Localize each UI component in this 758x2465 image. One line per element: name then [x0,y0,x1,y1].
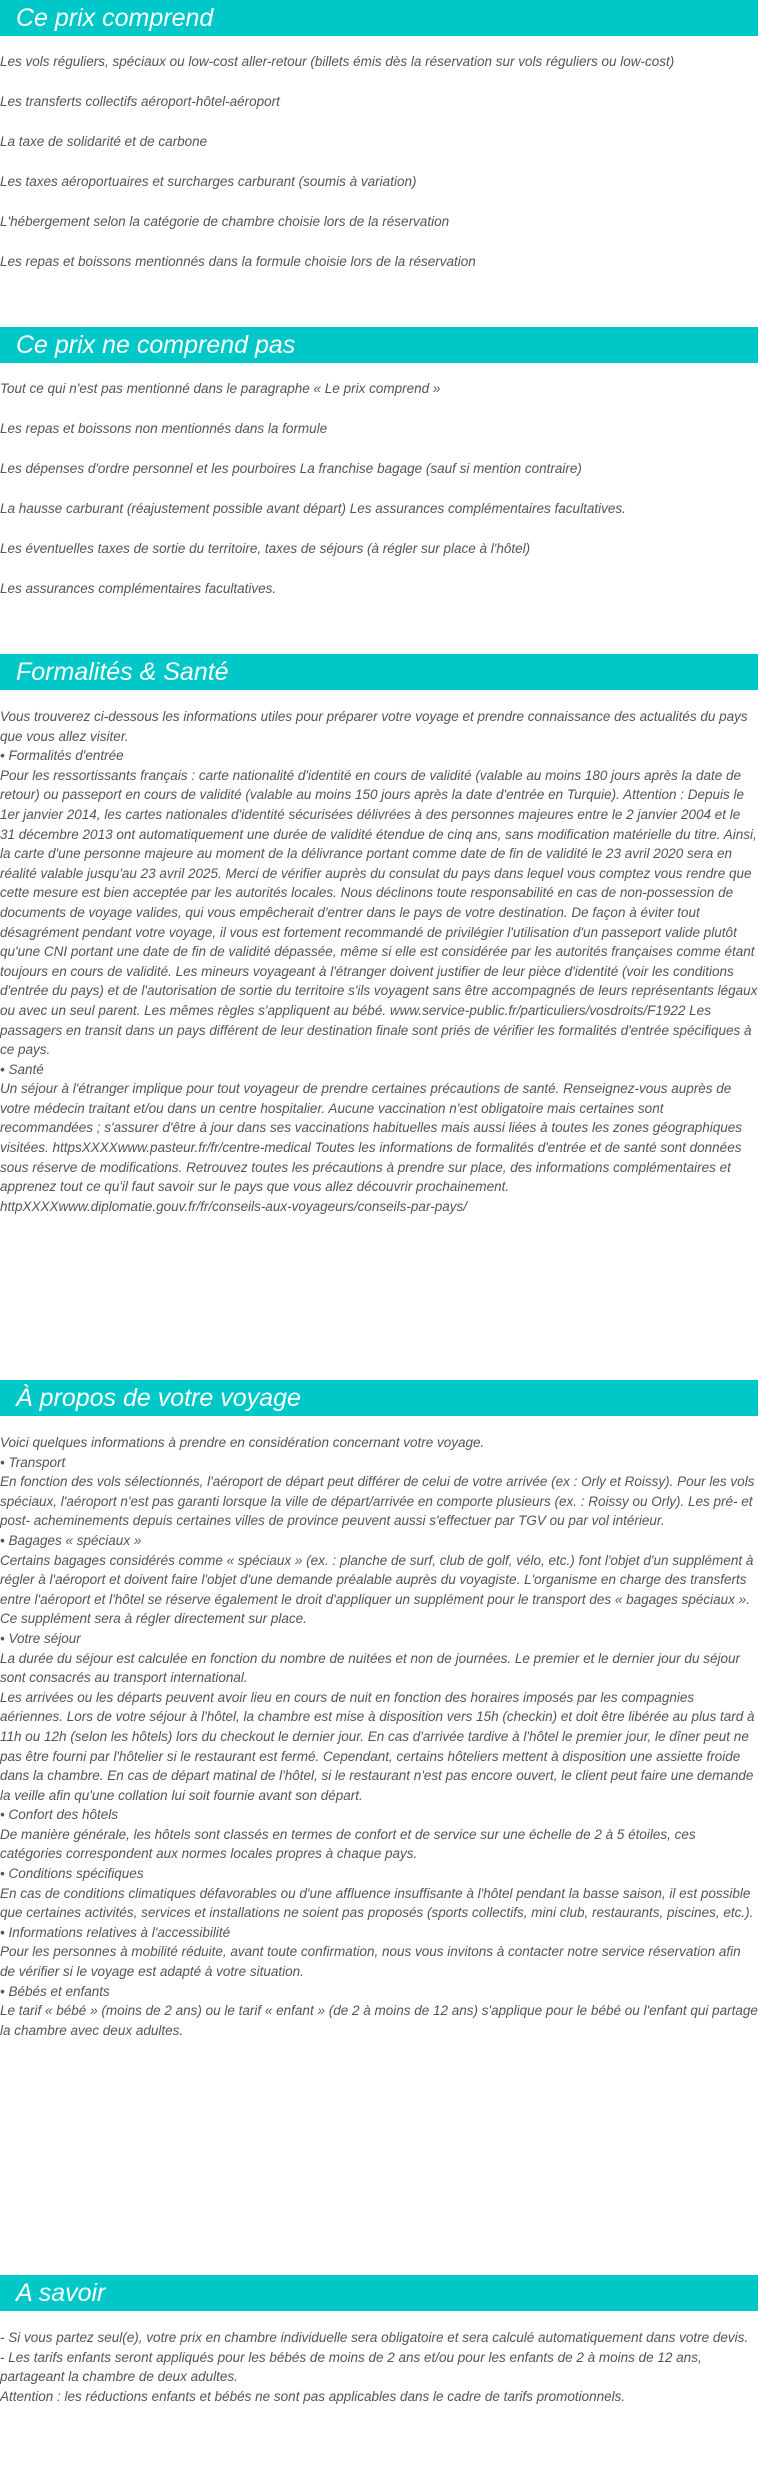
babies-heading: • Bébés et enfants [0,1982,758,2002]
section-about [0,1380,758,2040]
entry-text: Pour les ressortissants français : carte nationalité d'identité en cours de validité (valable au moins 180 jours après la date de retour) ou passeport en cours de validité (valable au moins 150 jours après la date d'entrée en Turquie). Attention : Depuis le 1er janvier 2014, les cartes nationales d'identité sécurisées délivrées à des personnes majeures entre le 2 janvier 2004 et le 31 décembre 2013 ont automatiquement une durée de validité étendue de cinq ans, sans modification matérielle du titre. Ainsi, la carte d'une personne majeure au moment de la délivrance portant comme date de fin de validité le 23 avril 2020 sera en réalité valable jusqu'au 23 avril 2025. Merci de vérifier auprès du consulat du pays dans lequel vous comptez vous rendre que cette mesure est bien acceptée par les autorités locales. Nous déclinons toute responsabilité en cas de non-possession de documents de voyage valides, qui vous empêcherait d'entrer dans le pays de votre destination. De façon à éviter tout désagrément pendant votre voyage, il vous est fortement recommandé de privilégier l'utilisation d'un passeport valide plutôt qu'une CNI portant une date de fin de validité dépassée, même si elle est considérée par les autorités françaises comme étant toujours en cours de validité. Les mineurs voyageant à l'étranger doivent justifier de leur pièce d'identité (voir les conditions d'entrée du pays) et de l'autorisation de sortie du territoire s'ils voyagent sans être accompagnés de leurs représentants légaux ou avec un seul parent. Les mêmes règles s'appliquent au bébé. www.service-public.fr/particuliers/vosdroits/F1922 Les passagers en transit dans un pays différent de leur destination finale sont priés de vérifier les formalités d'entrée spécifiques à ce pays. [0,767,758,1058]
section-formalities [0,654,758,1216]
section-includes [0,0,758,282]
entry-heading: • Formalités d'entrée [0,746,758,766]
health-text: Un séjour à l'étranger implique pour tout voyageur de prendre certaines précautions de santé. Renseignez-vous auprès de votre médecin traitant et/ou dans un centre hospitalier. Aucune vaccination n'est obligatoire mais certaines sont recommandées ; s'assurer d'être à jour dans ses vaccinations habituelles mais aussi liées à toutes les zones géographiques visitées. httpsXXXXwww.pasteur.fr/fr/centre-medical Toutes les informations de formalités d'entrée et de santé sont données sous réserve de modifications. Retrouvez toutes les précautions à prendre sur place, des informations complémentaires et apprenez tout ce qu'il faut savoir sur le pays que vous allez découvrir prochainement. httpXXXXwww.diplomatie.gouv.fr/fr/conseils-aux-voyageurs/conseils-par-pays/ [0,1081,743,1214]
conditions-text: En cas de conditions climatiques défavorables ou d'une affluence insuffisante à l'hôtel pendant la basse saison, il est possible que certaines activités, services et installations ne soient pas proposés (sports collectifs, mini club, restaurants, piscines, etc.). [0,1885,754,1921]
list-item: Les repas et boissons non mentionnés dans la formule [0,421,328,436]
excludes-list [0,363,758,609]
stay-text-1: La durée du séjour est calculée en fonction du nombre de nuitées et non de journées. Le premier et le dernier jour du séjour sont consacrés au transport international. [0,1650,740,1686]
list-item: Les assurances complémentaires facultatives. [0,581,277,596]
section-title-formalities: Formalités & Santé [0,654,758,690]
list-item: Les transferts collectifs aéroport-hôtel-aéroport [0,94,280,109]
section-title-tips: A savoir [0,2275,758,2311]
stay-heading: • Votre séjour [0,1629,758,1649]
tip-item: - Les tarifs enfants seront appliqués pour les bébés de moins de 2 ans et/ou pour les enfants de 2 à moins de 12 ans, partageant la chambre de deux adultes. [0,2349,702,2385]
list-item: Les dépenses d'ordre personnel et les pourboires La franchise bagage (sauf si mention contraire) [0,461,582,476]
list-item: Les repas et boissons mentionnés dans la formule choisie lors de la réservation [0,254,476,269]
list-item: L'hébergement selon la catégorie de chambre choisie lors de la réservation [0,214,450,229]
transport-heading: • Transport [0,1453,758,1473]
list-item: Les vols réguliers, spéciaux ou low-cost aller-retour (billets émis dès la réservation sur vols réguliers ou low-cost) [0,54,675,69]
tips-body [0,2311,758,2406]
section-tips [0,2275,758,2406]
transport-text: En fonction des vols sélectionnés, l'aéroport de départ peut différer de celui de votre arrivée (ex : Orly et Roissy). Pour les vols spéciaux, l'aéroport n'est pas garanti lorsque la ville de départ/arrivée en comporte plusieurs (ex. : Roissy ou Orly). Les pré- et post- acheminements depuis certaines villes de province peuvent aussi s'effectuer par TGV ou par vol intérieur. [0,1474,755,1529]
list-item: Tout ce qui n'est pas mentionné dans le paragraphe « Le prix comprend » [0,381,441,396]
babies-text: Le tarif « bébé » (moins de 2 ans) ou le tarif « enfant » (de 2 à moins de 12 ans) s'applique pour le bébé ou l'enfant qui partage la chambre avec deux adultes. [0,2003,758,2038]
list-item: La taxe de solidarité et de carbone [0,134,208,149]
health-heading: • Santé [0,1060,758,1080]
list-item: La hausse carburant (réajustement possible avant départ) Les assurances complémentaires facultatives. [0,501,626,516]
about-body [0,1416,758,2040]
stay-text-2: Les arrivées ou les départs peuvent avoir lieu en cours de nuit en fonction des horaires imposés par les compagnies aériennes. Lors de votre séjour à l'hôtel, la chambre est mise à disposition vers 15h (checkin) et doit être libérée au plus tard à 11h ou 12h (selon les hôtels) lors du checkout le dernier jour. En cas d'arrivée tardive à l'hôtel le premier jour, le dîner peut ne pas être fourni par l'hôtelier si le restaurant est fermé. Cependant, certains hôteliers mettent à disposition une assiette froide dans la chambre. En cas de départ matinal de l'hôtel, si le restaurant n'est pas encore ouvert, le client peut faire une demande la veille afin qu'une collation lui soit fournie avant son départ. [0,1689,755,1803]
section-title-includes: Ce prix comprend [0,0,758,36]
accessibility-text: Pour les personnes à mobilité réduite, avant toute confirmation, nous vous invitons à contacter notre service réservation afin de vérifier si le voyage est adapté à votre situation. [0,1944,741,1980]
section-title-excludes: Ce prix ne comprend pas [0,327,758,363]
accessibility-heading: • Informations relatives à l'accessibilité [0,1923,758,1943]
conditions-heading: • Conditions spécifiques [0,1864,758,1884]
tip-item: - Si vous partez seul(e), votre prix en chambre individuelle sera obligatoire et sera calculé automatiquement dans votre devis. [0,2330,749,2345]
section-title-about: À propos de votre voyage [0,1380,758,1416]
comfort-heading: • Confort des hôtels [0,1805,758,1825]
comfort-text: De manière générale, les hôtels sont classés en termes de confort et de service sur une échelle de 2 à 5 étoiles, ces catégories correspondent aux normes locales propres à chaque pays. [0,1826,696,1862]
about-intro: Voici quelques informations à prendre en considération concernant votre voyage. [0,1435,485,1450]
section-excludes [0,327,758,609]
baggage-text: Certains bagages considérés comme « spéciaux » (ex. : planche de surf, club de golf, vélo, etc.) font l'objet d'un supplément à régler à l'aéroport et doivent faire l'objet d'une demande préalable auprès du voyagiste. L'organisme en charge des transferts entre l'aéroport et l'hôtel se réserve également le droit d'appliquer un supplément pour le transport des « bagages spéciaux ». Ce supplément sera à régler directement sur place. [0,1552,754,1627]
formalities-intro: Vous trouverez ci-dessous les informations utiles pour préparer votre voyage et prendre connaissance des actualités du pays que vous allez visiter. [0,709,748,744]
tip-item: Attention : les réductions enfants et bébés ne sont pas applicables dans le cadre de tarifs promotionnels. [0,2388,626,2404]
baggage-heading: • Bagages « spéciaux » [0,1531,758,1551]
list-item: Les éventuelles taxes de sortie du territoire, taxes de séjours (à régler sur place à l'hôtel) [0,541,531,556]
includes-list [0,36,758,282]
list-item: Les taxes aéroportuaires et surcharges carburant (soumis à variation) [0,174,417,189]
formalities-body [0,690,758,1216]
